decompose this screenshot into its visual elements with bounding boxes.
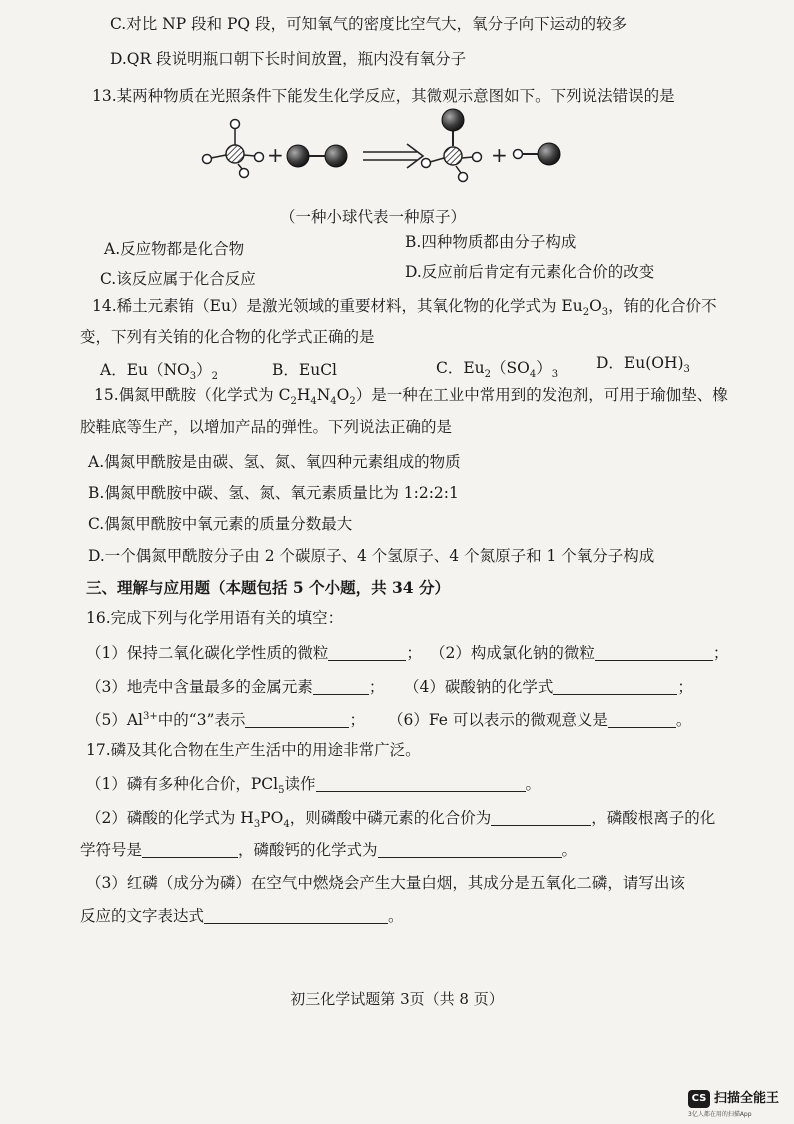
q13-stem: 13.某两种物质在光照条件下能发生化学反应，其微观示意图如下。下列说法错误的是	[92, 87, 675, 105]
page-footer: 初三化学试题第 3页（共 8 页）	[290, 990, 504, 1008]
q17-part1: （1）磷有多种化合价，PCl$_5$读作 。	[86, 775, 542, 797]
chlorine-molecule	[287, 145, 347, 167]
q13-option-b: B.四种物质都由分子构成	[405, 233, 577, 251]
q14-option-d: D．$Eu(OH)_3$	[596, 354, 690, 376]
q16-blank-4[interactable]	[553, 678, 677, 695]
scanner-app-name: 扫描全能王	[714, 1091, 780, 1106]
q15-option-b: B.偶氮甲酰胺中碳、氢、氮、氧元素质量比为 1:2:2:1	[88, 484, 459, 502]
q16-blank-6[interactable]	[608, 711, 676, 728]
q15-option-d: D.一个偶氮甲酰胺分子由 2 个碳原子、4 个氢原子、4 个氮原子和 1 个氧分子构成	[88, 547, 655, 565]
q14-stem-line2: 变，下列有关铕的化合物的化学式正确的是	[80, 328, 375, 346]
scanner-tagline: 3亿人都在用的扫描App	[688, 1111, 752, 1118]
reaction-diagram	[195, 108, 585, 193]
q14-option-c: C．$Eu_2(SO_4)_3$	[436, 359, 559, 381]
q13-option-d: D.反应前后肯定有元素化合价的改变	[405, 263, 655, 281]
q17-blank-5[interactable]	[204, 907, 388, 924]
q17-part3-line1: （3）红磷（成分为磷）在空气中燃烧会产生大量白烟，其成分是五氧化二磷，请写出该	[86, 874, 685, 892]
q17-blank-2[interactable]	[491, 809, 591, 826]
q16-part5: $(5)Al^{3+}$中的“3”表示 ；	[86, 710, 365, 729]
q17-blank-4[interactable]	[378, 841, 562, 858]
svg-text:+: +	[267, 143, 284, 167]
q12-option-c: C.对比 NP 段和 PQ 段，可知氧气的密度比空气大，氧分子向下运动的较多	[110, 15, 628, 33]
q16-part3: （3）地壳中含量最多的金属元素 ；	[86, 678, 385, 696]
scanner-logo-icon: CS	[688, 1090, 710, 1108]
q16-part2: （2）构成氯化钠的微粒 ；	[430, 644, 729, 662]
q13-option-a: A.反应物都是化合物	[104, 240, 245, 258]
q17-part2-line2: 学符号是 ，磷酸钙的化学式为 。	[80, 841, 578, 859]
q14-option-a: A．$Eu(NO_3)_2$	[100, 361, 219, 383]
q15-stem-line2: 胶鞋底等生产，以增加产品的弹性。下列说法正确的是	[80, 418, 453, 436]
q12-option-d: D.QR 段说明瓶口朝下长时间放置，瓶内没有氧分子	[110, 50, 467, 68]
q15-option-a: A.偶氮甲酰胺是由碳、氢、氮、氧四种元素组成的物质	[88, 453, 461, 471]
q16-blank-3[interactable]	[313, 678, 369, 695]
section3-title: 三、理解与应用题（本题包括 5 个小题，共 34 分）	[86, 578, 450, 597]
methane-molecule	[203, 120, 264, 178]
q17-blank-1[interactable]	[316, 775, 526, 792]
q14-stem-line1: 14.稀土元素铕（Eu）是激光领域的重要材料，其氧化物的化学式为 $Eu_2O_3$，铕的化合价不	[92, 297, 717, 319]
scanner-watermark	[688, 1090, 788, 1120]
q17-blank-3[interactable]	[142, 841, 238, 858]
q15-option-c: C.偶氮甲酰胺中氧元素的质量分数最大	[88, 515, 353, 533]
hydrogen-chloride-molecule	[514, 143, 561, 165]
q16-part1-2: （1）保持二氧化碳化学性质的微粒 ；	[86, 644, 422, 662]
q13-option-c: C.该反应属于化合反应	[100, 270, 256, 288]
q15-stem-line1: 15.偶氮甲酰胺（化学式为 $C_2H_4N_4O_2$）是一种在工业中常用到的发泡剂，可用于瑜伽垫、橡	[94, 386, 728, 408]
q13-diagram-caption: （一种小球代表一种原子）	[280, 208, 467, 226]
q16-part6: （6）Fe 可以表示的微观意义是 。	[388, 711, 692, 729]
q17-stem: 17.磷及其化合物在生产生活中的用途非常广泛。	[86, 741, 421, 759]
q16-part4: （4）碳酸钠的化学式 ；	[404, 678, 693, 696]
q17-part3-line2: 反应的文字表达式 。	[80, 907, 404, 925]
reaction-arrow	[363, 144, 423, 168]
q16-blank-5[interactable]	[245, 711, 349, 728]
q17-part2-line1: （2）磷酸的化学式为 $H_3PO_4$，则磷酸中磷元素的化合价为 ，磷酸根离子的化	[86, 809, 716, 831]
q16-blank-2[interactable]	[595, 644, 713, 661]
q16-stem: 16.完成下列与化学用语有关的填空：	[86, 609, 344, 627]
q14-option-b: B．EuCl	[272, 361, 338, 379]
q16-blank-1[interactable]	[328, 644, 406, 661]
svg-text:+: +	[491, 143, 508, 167]
chloromethane-molecule	[422, 109, 482, 182]
